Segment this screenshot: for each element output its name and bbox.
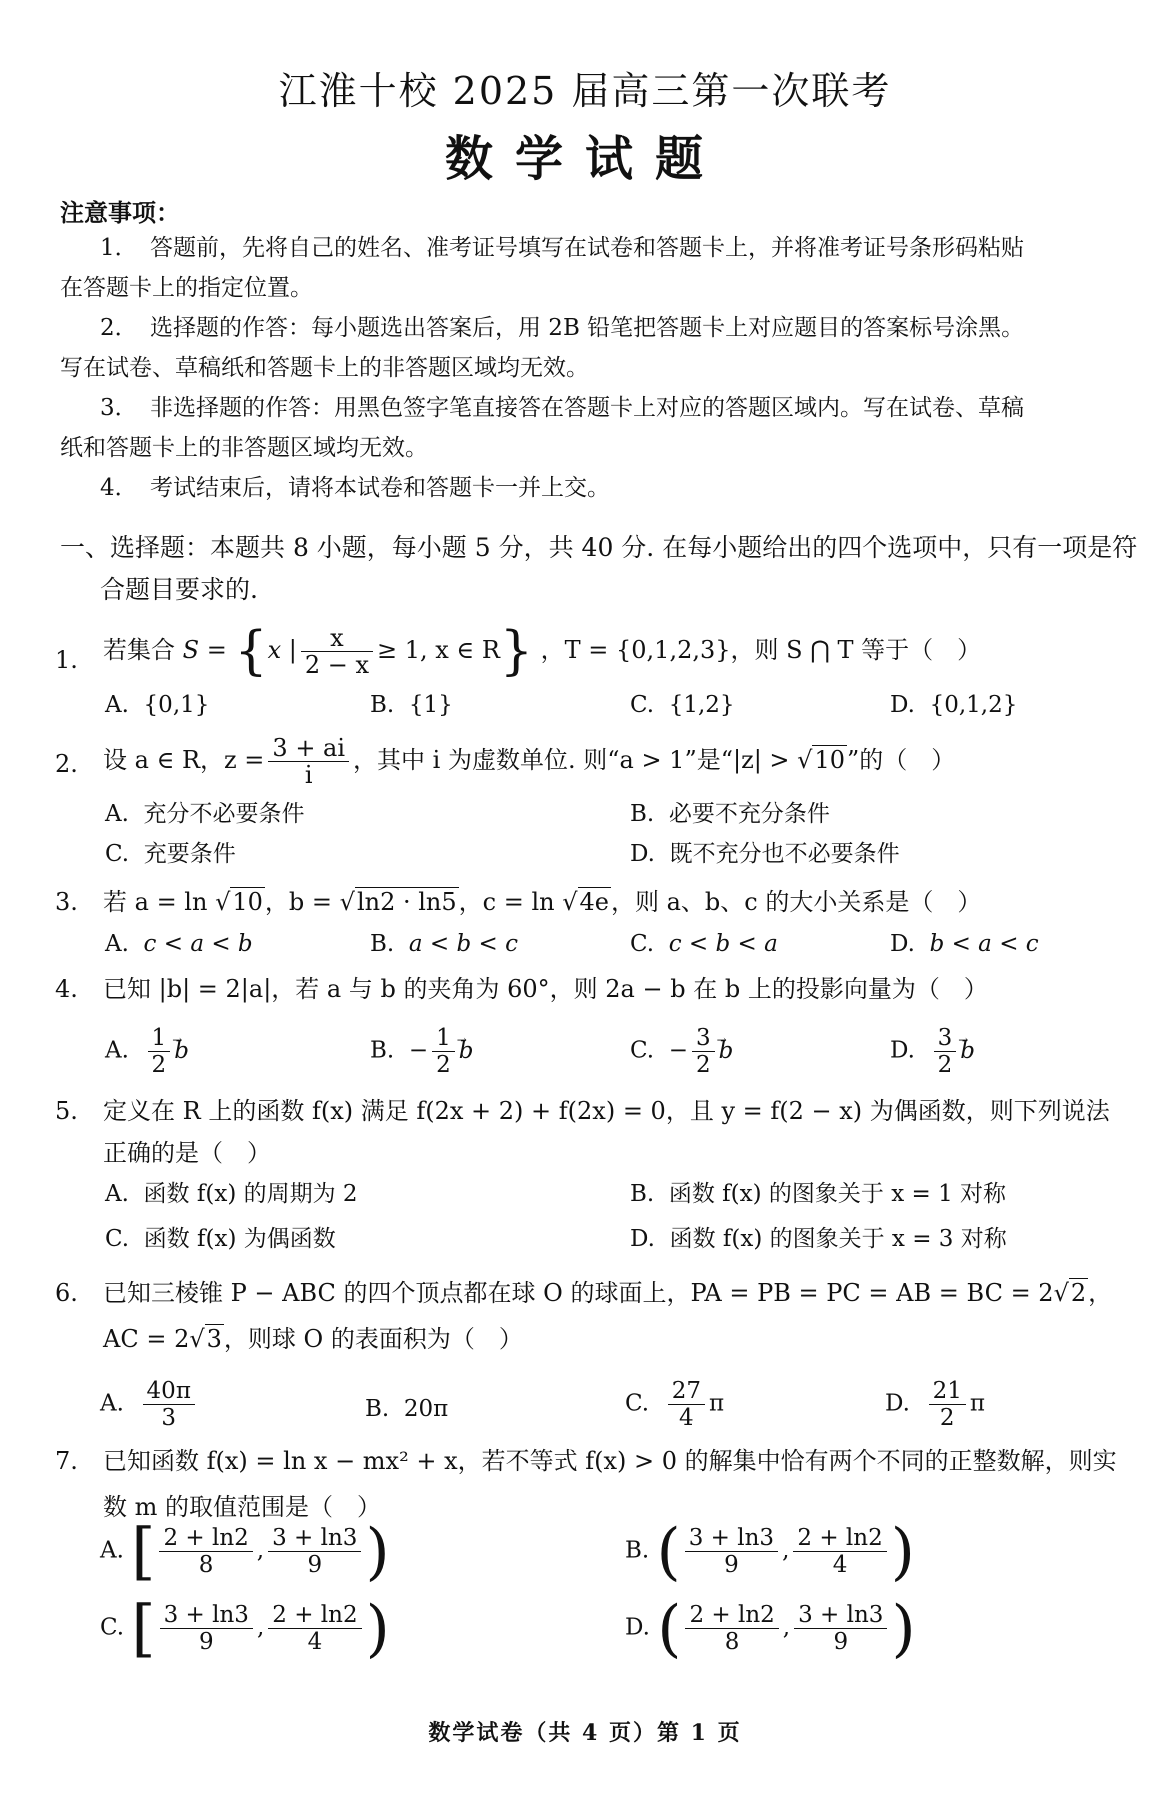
stem-text: 设 a ∈ R，z = — [103, 746, 265, 774]
option-d[interactable]: D. 函数 f(x) 的图象关于 x = 3 对称 — [630, 1226, 1007, 1252]
option-c[interactable]: C. $\frac{27}{4}$ π — [625, 1378, 725, 1431]
fraction: $\frac{x}{2 - x}$ — [301, 625, 373, 678]
option-c[interactable]: C. {1,2} — [630, 692, 735, 718]
question-number: 5. — [55, 1097, 78, 1125]
option-a[interactable]: A. {0,1} — [105, 692, 210, 718]
question-number: 3. — [55, 888, 78, 916]
question-stem: 设 a ∈ R，z = $\frac{3 + ai}{i}$ ，其中 i 为虚数单位. 则“a > 1”是“|z| > √10”的（ ） — [103, 734, 956, 789]
question-3 — [55, 885, 1145, 919]
section-line: 合题目要求的. — [100, 575, 258, 604]
note-text-cont: 在答题卡上的指定位置。 — [60, 275, 313, 301]
fraction: $\frac{3 + ai}{i}$ — [268, 735, 349, 788]
page-footer: 数学试卷（共 4 页）第 1 页 — [428, 1720, 742, 1746]
stem-math: ≥ 1, x ∈ R — [377, 636, 500, 664]
option-c[interactable]: C. 函数 f(x) 为偶函数 — [105, 1226, 336, 1252]
option-b[interactable]: B. 函数 f(x) 的图象关于 x = 1 对称 — [630, 1181, 1007, 1207]
option-c[interactable]: C. 充要条件 — [105, 841, 236, 867]
stem-text: ”的（ ） — [847, 746, 956, 774]
option-b[interactable]: B. 20π — [365, 1396, 449, 1422]
note-number: 1． — [100, 235, 138, 261]
question-stem: 若 a = ln √10，b = √ln2 · ln5，c = ln √4e，则 a、b、c 的大小关系是（ ） — [103, 888, 982, 916]
note-text: 非选择题的作答：用黑色签字笔直接答在答题卡上对应的答题区域内。写在试卷、草稿 — [150, 395, 1024, 421]
question-5 — [55, 1090, 1145, 1174]
option-a[interactable]: A. 充分不必要条件 — [105, 801, 305, 827]
note-text: 答题前，先将自己的姓名、准考证号填写在试卷和答题卡上，并将准考证号条形码粘贴 — [150, 235, 1024, 261]
question-number: 2. — [55, 750, 78, 778]
section-heading — [60, 527, 1145, 611]
option-a[interactable]: A. $\frac{1}{2}$ → b — [105, 1025, 189, 1078]
option-c[interactable]: C. − $\frac{3}{2}$ → b — [630, 1025, 733, 1078]
note-number: 3． — [100, 395, 138, 421]
note-item-3 — [60, 388, 1140, 468]
question-stem: 已知三棱锥 P − ABC 的四个顶点都在球 O 的球面上，PA = PB = PC = AB = BC = 2√2， AC = 2√3，则球 O 的表面积为（ ） — [103, 1279, 1113, 1353]
note-item-1 — [60, 228, 1140, 308]
option-b[interactable]: B. 必要不充分条件 — [630, 801, 830, 827]
note-text: 考试结束后，请将本试卷和答题卡一并上交。 — [150, 475, 610, 501]
option-b[interactable]: B. − $\frac{1}{2}$ → b — [370, 1025, 474, 1078]
question-2 — [55, 735, 1145, 788]
stem-text: ，其中 i 为虚数单位. 则“a > 1”是“|z| > — [353, 746, 790, 774]
question-number: 4. — [55, 975, 78, 1003]
option-b[interactable]: B. ( $\frac{3 + \ln 3}{9}$ , $\frac{2 + \ln 2}{4}$ ) — [625, 1514, 915, 1588]
note-number: 4． — [100, 475, 138, 501]
exam-title: 江淮十校 2025 届高三第一次联考 — [278, 69, 892, 113]
option-d[interactable]: D. b < a < c — [890, 931, 1039, 957]
section-line: 一、选择题：本题共 8 小题，每小题 5 分，共 40 分. 在每小题给出的四个选项中，只有一项是符 — [60, 533, 1138, 562]
note-number: 2． — [100, 315, 138, 341]
option-a[interactable]: A. $\frac{40\pi}{3}$ — [100, 1378, 199, 1431]
option-b[interactable]: B. {1} — [370, 692, 453, 718]
note-text: 选择题的作答：每小题选出答案后，用 2B 铅笔把答题卡上对应题目的答案标号涂黑。 — [150, 315, 1025, 341]
stem-math: S = — [182, 636, 227, 664]
option-a[interactable]: A. [ $\frac{2 + \ln 2}{8}$ , $\frac{3 + \ln 3}{9}$ ) — [100, 1514, 390, 1588]
option-d[interactable]: D. {0,1,2} — [890, 692, 1018, 718]
sqrt: 10 — [814, 746, 846, 774]
option-d[interactable]: D. 既不充分也不必要条件 — [630, 841, 900, 867]
note-text-cont: 纸和答题卡上的非答题区域均无效。 — [60, 435, 428, 461]
note-text-cont: 写在试卷、草稿纸和答题卡上的非答题区域均无效。 — [60, 355, 589, 381]
option-d[interactable]: D. $\frac{21}{2}$ π — [885, 1378, 985, 1431]
stem-text: 若集合 — [103, 636, 175, 664]
stem-text: ，T = {0,1,2,3}，则 S ⋂ T 等于（ ） — [540, 636, 982, 664]
option-a[interactable]: A. 函数 f(x) 的周期为 2 — [105, 1181, 358, 1207]
question-6 — [55, 1270, 1145, 1362]
note-item-2 — [60, 308, 1140, 388]
question-number: 6. — [55, 1279, 78, 1307]
question-7 — [55, 1438, 1145, 1530]
option-c[interactable]: C. [ $\frac{3 + \ln 3}{9}$ , $\frac{2 + \ln 2}{4}$ ) — [100, 1591, 390, 1665]
option-c[interactable]: C. c < b < a — [630, 931, 778, 957]
subject-title: 数学试题 — [444, 131, 725, 187]
note-item-4 — [60, 468, 1140, 508]
question-stem: 已知函数 f(x) = ln x − mx² + x，若不等式 f(x) > 0 的解集中恰有两个不同的正整数解，则实 数 m 的取值范围是（ ） — [103, 1447, 1117, 1521]
question-4 — [55, 972, 1145, 1006]
question-stem: 已知 |b| = 2|a|，若 a 与 b 的夹角为 60°，则 2a − b 在 b 上的投影向量为（ ） — [103, 975, 988, 1003]
question-1 — [55, 621, 1145, 682]
question-number: 1. — [55, 646, 78, 674]
notes-heading: 注意事项： — [60, 198, 180, 227]
option-a[interactable]: A. c < a < b — [105, 931, 253, 957]
option-d[interactable]: D. ( $\frac{2 + \ln 2}{8}$ , $\frac{3 + \ln 3}{9}$ ) — [625, 1591, 916, 1665]
option-b[interactable]: B. a < b < c — [370, 931, 518, 957]
question-number: 7. — [55, 1447, 78, 1475]
question-stem: 定义在 R 上的函数 f(x) 满足 f(2x + 2) + f(2x) = 0，且 y = f(2 − x) 为偶函数，则下列说法 正确的是（ ） — [103, 1097, 1110, 1167]
question-stem: 若集合 S = {x | $\frac{x}{2 - x}$ ≥ 1, x ∈ R} ，T = {0,1,2,3}，则 S ⋂ T 等于（ ） — [103, 621, 982, 682]
option-d[interactable]: D. $\frac{3}{2}$ → b — [890, 1025, 975, 1078]
